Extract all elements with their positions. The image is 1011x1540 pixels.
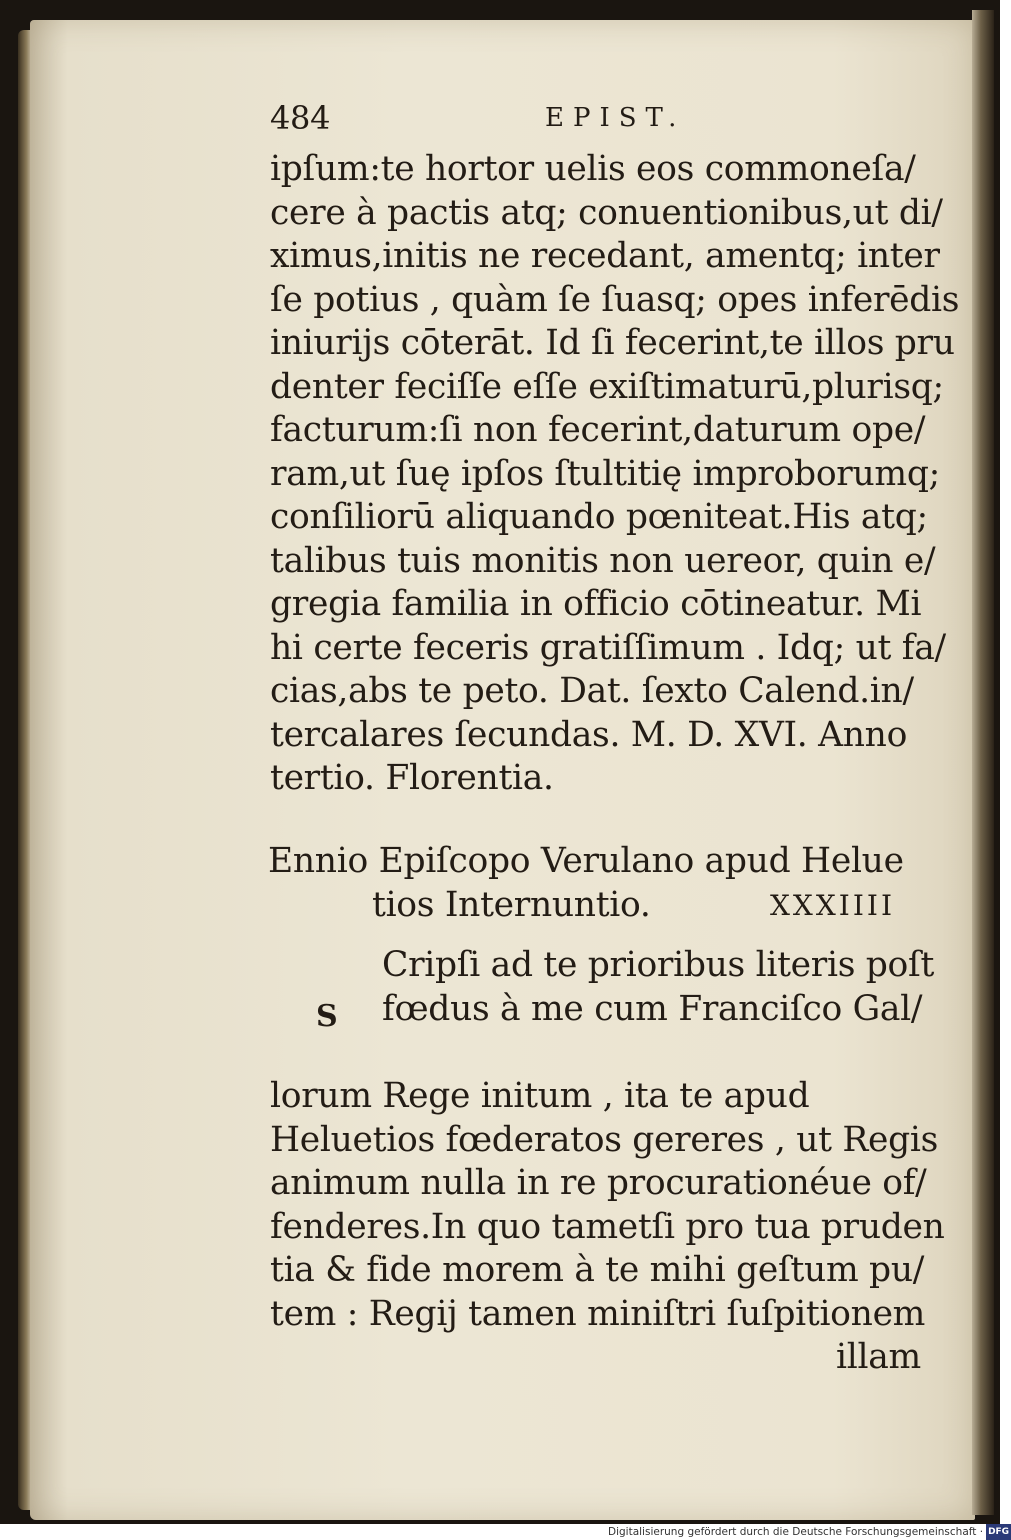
text-line: facturum:ſi non fecerint,daturum ope/ xyxy=(270,410,926,450)
digitization-credit xyxy=(608,1524,1011,1540)
text-line: tercalares ſecundas. M. D. XVI. Anno xyxy=(270,714,908,755)
body-text xyxy=(270,148,960,801)
text-line: lorum Rege initum , ita te apud xyxy=(270,1076,810,1116)
text-line: denter feciſſe eſſe exiſtimaturū,plurisq; xyxy=(270,366,944,407)
text-line: fœdus à me cum Franciſco Gal/ xyxy=(382,988,923,1029)
text-line: ipſum:te hortor uelis eos commoneſa/ xyxy=(270,149,916,189)
credit-text: Digitalisierung gefördert durch die Deutsche Forschungsgemeinschaft · xyxy=(608,1526,984,1538)
text-line: cias,abs te peto. Dat. ſexto Calend.in/ xyxy=(270,671,914,711)
letter-heading-line1: Ennio Epiſcopo Verulano apud Helue xyxy=(268,841,904,881)
text-line: ſe potius , quàm ſe ſuasq; opes inferēdis xyxy=(270,279,960,320)
text-line: hi certe feceris gratiſſimum . Idq; ut fa/ xyxy=(270,627,946,668)
page-number: 484 xyxy=(270,99,331,137)
dfg-logo: DFG xyxy=(986,1524,1011,1540)
text-line: conſiliorū aliquando pœniteat.His atq; xyxy=(270,497,928,537)
text-line: talibus tuis monitis non uereor, quin e/ xyxy=(270,540,936,581)
text-line: gregia familia in officio cōtineatur. Mi xyxy=(270,584,922,624)
letter-text xyxy=(270,1075,945,1380)
text-line: animum nulla in re procurationéue of/ xyxy=(270,1163,927,1203)
text-line: tia & fide morem à te mihi geſtum pu/ xyxy=(270,1250,925,1290)
page-fore-edge xyxy=(972,10,994,1515)
text-line: ximus,initis ne recedant, amentq; inter xyxy=(270,236,940,276)
letter-heading-line2: tios Internuntio. xyxy=(372,885,651,925)
text-line: cere à pactis atq; conuentionibus,ut di/ xyxy=(270,192,943,233)
text-line: Heluetios fœderatos gereres , ut Regis xyxy=(270,1119,939,1160)
text-line: Cripſi ad te prioribus literis poſt xyxy=(382,945,935,985)
text-line: fenderes.In quo tametſi pro tua pruden xyxy=(270,1206,945,1247)
running-title: EPIST. xyxy=(545,103,686,133)
text-line: iniurijs cōterāt. Id ſi fecerint,te illos pru xyxy=(270,323,955,363)
catchword: illam xyxy=(836,1337,921,1377)
text-line: ram,ut ſuę ipſos ſtultitię improborumq; xyxy=(270,453,940,494)
text-line: tem : Regij tamen miniſtri ſuſpitionem xyxy=(270,1293,926,1334)
drop-initial: S xyxy=(316,999,338,1034)
text-line: tertio. Florentia. xyxy=(270,758,554,798)
letter-indented-text xyxy=(382,944,934,1031)
letter-number: XXXIIII xyxy=(770,889,896,922)
